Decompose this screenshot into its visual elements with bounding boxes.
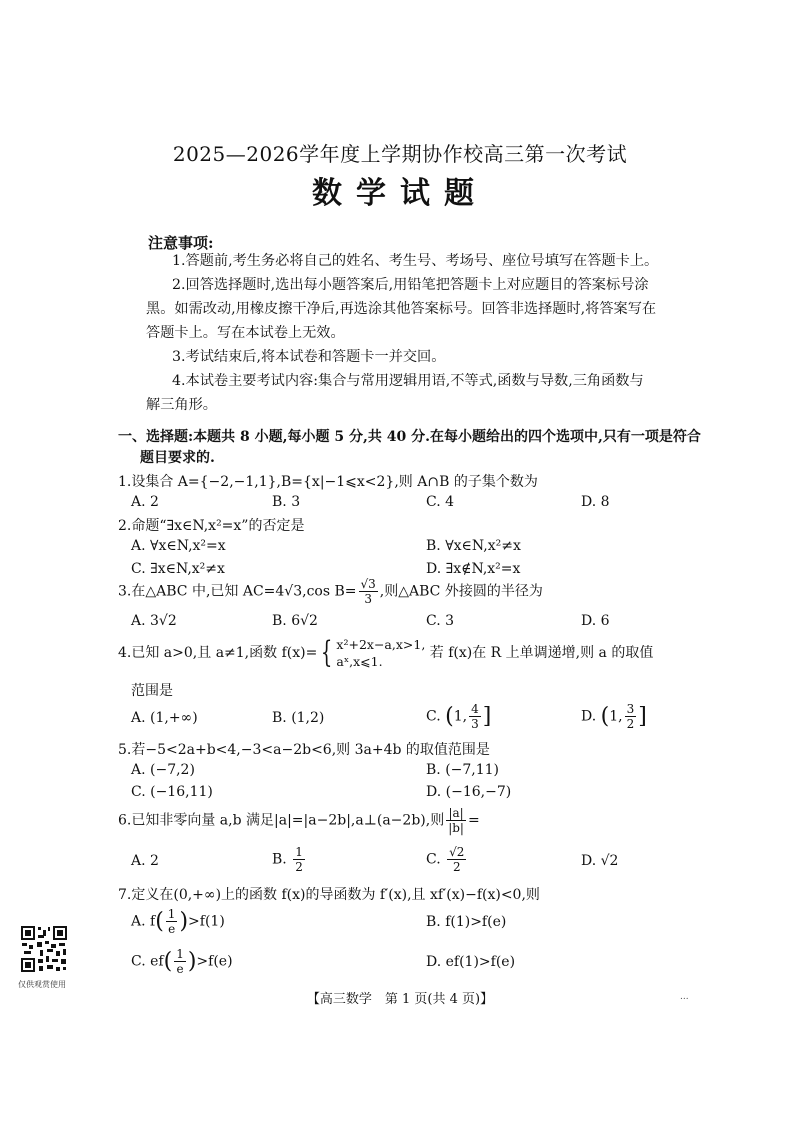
q6-option-c-label: C. [426, 851, 446, 868]
q7-option-a-end: >f(1) [188, 913, 225, 930]
q4-stem-mid: 若 f(x)在 R 上单调递增,则 a 的取值 [429, 645, 654, 661]
qr-code-icon [20, 925, 68, 973]
section-heading: 一、选择题:本题共 8 小题,每小题 5 分,共 40 分.在每小题给出的四个选项中,只有一项是符合 [118, 429, 701, 445]
q7-option-c-end: >f(e) [196, 953, 233, 970]
q3-fraction [359, 577, 378, 606]
q4-c-pre: 1, [453, 708, 468, 725]
q3-stem [118, 577, 543, 606]
q4-d-fraction [625, 702, 637, 731]
page-footer: 【高三数学 第 1 页(共 4 页)】 [306, 992, 494, 1007]
q7-c-close: ) [187, 948, 197, 974]
q4-d-num: 3 [626, 702, 635, 716]
exam-title: 2025—2026学年度上学期协作校高三第一次考试 [172, 142, 628, 166]
footer-mark: ... [680, 992, 689, 1002]
q6-fraction [446, 806, 466, 835]
q5-option-d: D. (−16,−7) [426, 784, 512, 800]
q5-option-c: C. (−16,11) [131, 784, 213, 800]
q4-option-b: B. (1,2) [272, 710, 325, 726]
q3-stem-end: ,则△ABC 外接圆的半径为 [379, 583, 543, 600]
q3-option-c: C. 3 [426, 613, 455, 629]
q5-stem: 5.若−5<2a+b<4,−3<a−2b<6,则 3a+4b 的取值范围是 [118, 742, 490, 758]
q2-option-b: B. ∀x∈N,x²≠x [426, 538, 521, 554]
q2-option-c: C. ∃x∈N,x²≠x [131, 561, 225, 577]
q4-option-a: A. (1,+∞) [131, 710, 198, 726]
q6-c-num: √2 [449, 845, 465, 859]
notice-item-3: 3.考试结束后,将本试卷和答题卡一并交回。 [172, 349, 446, 365]
q6-stem [118, 806, 480, 835]
notice-item-2-cont: 黑。如需改动,用橡皮擦干净后,再选涂其他答案标号。回答非选择题时,将答案写在 [146, 301, 657, 317]
q6-option-c [426, 845, 468, 874]
q2-option-d: D. ∃x∉N,x²=x [426, 561, 521, 577]
section-heading-cont: 题目要求的. [140, 450, 215, 466]
q4-c-fraction [469, 702, 481, 731]
q4-c-open: ( [445, 703, 454, 729]
q6-c-fraction [447, 845, 466, 874]
q6-frac-num: |a| [446, 806, 466, 821]
q5-option-b: B. (−7,11) [426, 762, 500, 778]
q6-stem-start: 6.已知非零向量 a,b 满足|a|=|a−2b|,a⊥(a−2b),则 [118, 812, 445, 829]
q7-option-c-start: C. ef [131, 953, 164, 970]
q6-option-b [272, 845, 307, 874]
q7-stem: 7.定义在(0,+∞)上的函数 f(x)的导函数为 f′(x),且 xf′(x)−f(x)<0,则 [118, 887, 540, 903]
q4-piece-1: x²+2x−a,x>1, [336, 637, 426, 652]
subject-title: 数学试题 [312, 176, 488, 211]
q7-a-open: ( [155, 908, 164, 934]
q4-d-open: ( [600, 703, 610, 729]
q7-c-den: e [176, 962, 184, 976]
q7-option-a-start: A. f [131, 913, 156, 930]
q4-piecewise [336, 636, 425, 670]
q7-option-c [131, 947, 233, 976]
q4-piece-2: aˣ,x⩽1. [336, 654, 383, 669]
q6-c-den: 2 [452, 860, 461, 874]
q4-stem-start: 4.已知 a>0,且 a≠1,函数 f(x)= [118, 645, 318, 661]
q4-d-den: 2 [626, 717, 635, 731]
q4-option-d-label: D. [581, 708, 601, 725]
q2-stem: 2.命题“∃x∈N,x²=x”的否定是 [118, 518, 305, 534]
q6-b-num: 1 [295, 845, 303, 859]
q7-c-num: 1 [176, 947, 184, 961]
q4-d-close: ] [638, 703, 647, 729]
q7-option-d: D. ef(1)>f(e) [426, 954, 516, 970]
q4-stem-end: 范围是 [131, 683, 173, 699]
q4-c-close: ] [482, 703, 492, 729]
q4-c-den: 3 [471, 717, 479, 731]
q1-option-d: D. 8 [581, 494, 610, 510]
q3-option-b: B. 6√2 [272, 613, 318, 629]
q3-frac-den: 3 [364, 592, 372, 606]
q6-option-b-label: B. [272, 851, 292, 868]
q4-c-num: 4 [471, 702, 479, 716]
q7-c-fraction [174, 947, 186, 976]
q5-option-a: A. (−7,2) [131, 762, 195, 778]
q6-frac-den: |b| [448, 821, 464, 835]
q1-option-b: B. 3 [272, 494, 301, 510]
q3-stem-start: 3.在△ABC 中,已知 AC=4√3,cos B= [118, 583, 357, 600]
notice-item-4-cont: 解三角形。 [146, 397, 217, 413]
q3-option-a: A. 3√2 [131, 613, 177, 629]
q3-option-d: D. 6 [581, 613, 610, 629]
qr-caption: 仅供观赏使用 [18, 980, 66, 989]
q4-option-d [581, 702, 647, 731]
notice-item-1: 1.答题前,考生务必将自己的姓名、考生号、考场号、座位号填写在答题卡上。 [172, 253, 659, 269]
q6-option-d: D. √2 [581, 853, 619, 869]
notice-item-2: 2.回答选择题时,选出每小题答案后,用铅笔把答题卡上对应题目的答案标号涂 [172, 277, 649, 293]
q4-option-c-label: C. [426, 708, 446, 725]
q6-b-den: 2 [295, 860, 303, 874]
q3-frac-num: √3 [360, 577, 376, 591]
q2-option-a: A. ∀x∈N,x²=x [131, 538, 226, 554]
brace-symbol: { [321, 635, 333, 670]
q7-option-b: B. f(1)>f(e) [426, 914, 507, 930]
q1-option-c: C. 4 [426, 494, 455, 510]
q7-a-fraction [166, 907, 178, 936]
q7-a-close: ) [179, 908, 189, 934]
q4-d-pre: 1, [609, 708, 623, 725]
q6-stem-end: = [467, 812, 480, 829]
q7-a-den: e [168, 922, 176, 936]
notice-item-4: 4.本试卷主要考试内容:集合与常用逻辑用语,不等式,函数与导数,三角函数与 [172, 373, 644, 389]
q7-option-a [131, 907, 225, 936]
q6-option-a: A. 2 [131, 853, 159, 869]
q1-option-a: A. 2 [131, 494, 159, 510]
q7-c-open: ( [163, 948, 173, 974]
notice-heading: 注意事项: [148, 234, 214, 252]
q6-b-fraction [293, 845, 305, 874]
q4-option-c [426, 702, 491, 731]
q4-stem [118, 636, 653, 670]
q1-stem: 1.设集合 A={−2,−1,1},B={x|−1⩽x<2},则 A∩B 的子集个数为 [118, 474, 538, 490]
notice-item-2-end: 答题卡上。写在本试卷上无效。 [146, 325, 345, 341]
q7-a-num: 1 [167, 907, 176, 921]
